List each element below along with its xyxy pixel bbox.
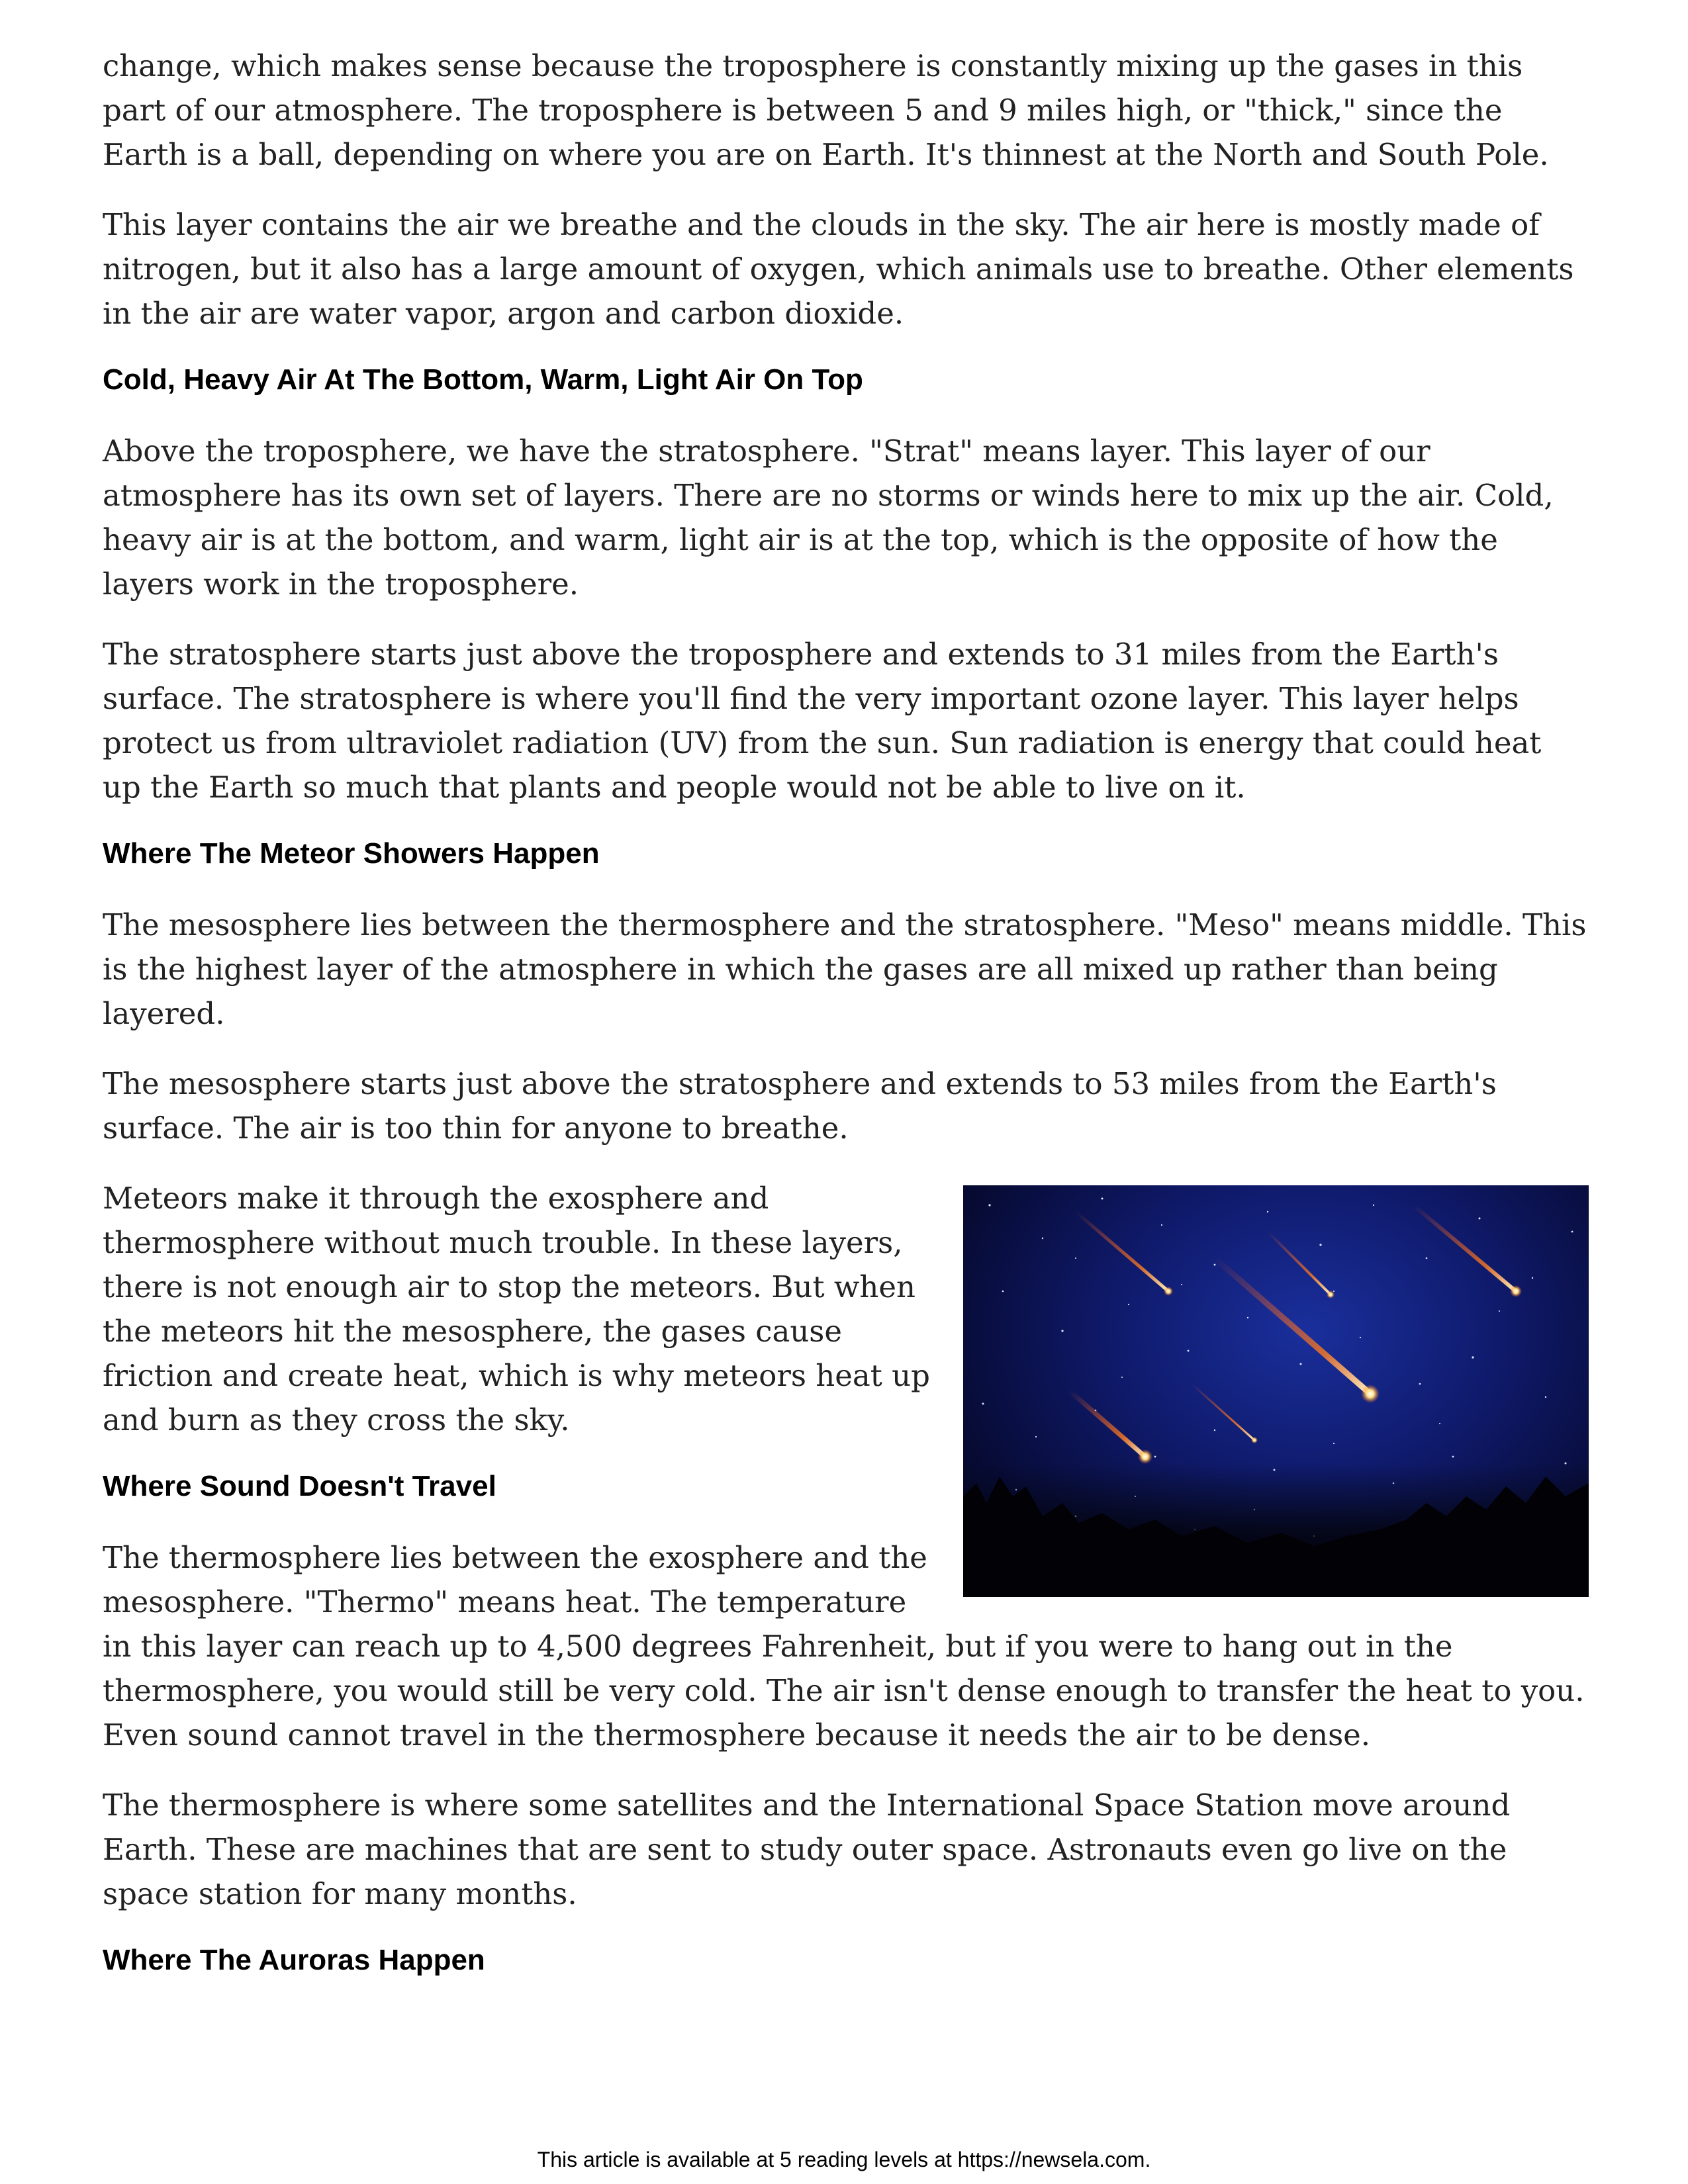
section-heading: Cold, Heavy Air At The Bottom, Warm, Light Air On Top bbox=[103, 363, 863, 396]
paragraph: The mesosphere starts just above the stratosphere and extends to 53 miles from the Earth's surface. The air is too thin for anyone to breathe. bbox=[103, 1066, 1497, 1146]
meteor-shower-image bbox=[963, 1185, 1589, 1597]
paragraph: Meteors make it through the exosphere and thermosphere without much trouble. In these layers, there is not enough air to stop the meteors. But when the meteors hit the mesosphere, the gases cause friction and create heat, which is why meteors heat up and burn as they cross the sky. bbox=[103, 1181, 930, 1437]
paragraph: The stratosphere starts just above the troposphere and extends to 31 miles from the Earth's surface. The stratosphere is where you'll find the very important ozone layer. This layer helps protect us from ultraviolet radiation (UV) from the sun. Sun radiation is energy that could heat up the Earth so much that plants and people would not be able to live on it. bbox=[103, 637, 1542, 805]
paragraph: This layer contains the air we breathe and the clouds in the sky. The air here is mostly made of nitrogen, but it also has a large amount of oxygen, which animals use to breathe. Other elements in the air are water vapor, argon and carbon dioxide. bbox=[103, 207, 1574, 331]
meteors bbox=[1069, 1205, 1522, 1464]
paragraph: change, which makes sense because the troposphere is constantly mixing up the gases in this part of our atmosphere. The troposphere is between 5 and 9 miles high, or "thick," since the Earth is a ball, depending on where you are on Earth. It's thinnest at the North and South Pole. bbox=[103, 48, 1549, 172]
section-heading: Where Sound Doesn't Travel bbox=[103, 1470, 496, 1502]
section-heading: Where The Auroras Happen bbox=[103, 1944, 485, 1976]
paragraph: The mesosphere lies between the thermosphere and the stratosphere. "Meso" means middle. This is the highest layer of the atmosphere in which the gases are all mixed up rather than being layered. bbox=[103, 907, 1587, 1031]
section-heading: Where The Meteor Showers Happen bbox=[103, 837, 600, 870]
paragraph: Above the troposphere, we have the stratosphere. "Strat" means layer. This layer of our atmosphere has its own set of layers. There are no storms or winds here to mix up the air. Cold, heavy air is at the bottom, and warm, light air is at the top, which is the opposite of how the layers work in the troposphere. bbox=[103, 433, 1554, 602]
footer-note: This article is available at 5 reading levels at https://newsela.com. bbox=[537, 2148, 1151, 2171]
article-body bbox=[103, 44, 1589, 2009]
paragraph: The thermosphere lies between the exosphere and the mesosphere. "Thermo" means heat. The temperature in this layer can reach up to 4,500 degrees Fahrenheit, but if you were to hang out in the thermosphere, you would still be very cold. The air isn't dense enough to transfer the heat to you. Even sound cannot travel in the thermosphere because it needs the air to be dense. bbox=[103, 1540, 1585, 1752]
meteor-shower-illustration bbox=[963, 1185, 1589, 1597]
paragraph: The thermosphere is where some satellites and the International Space Station move around Earth. These are machines that are sent to study outer space. Astronauts even go live on the space station for many months. bbox=[103, 1788, 1511, 1911]
